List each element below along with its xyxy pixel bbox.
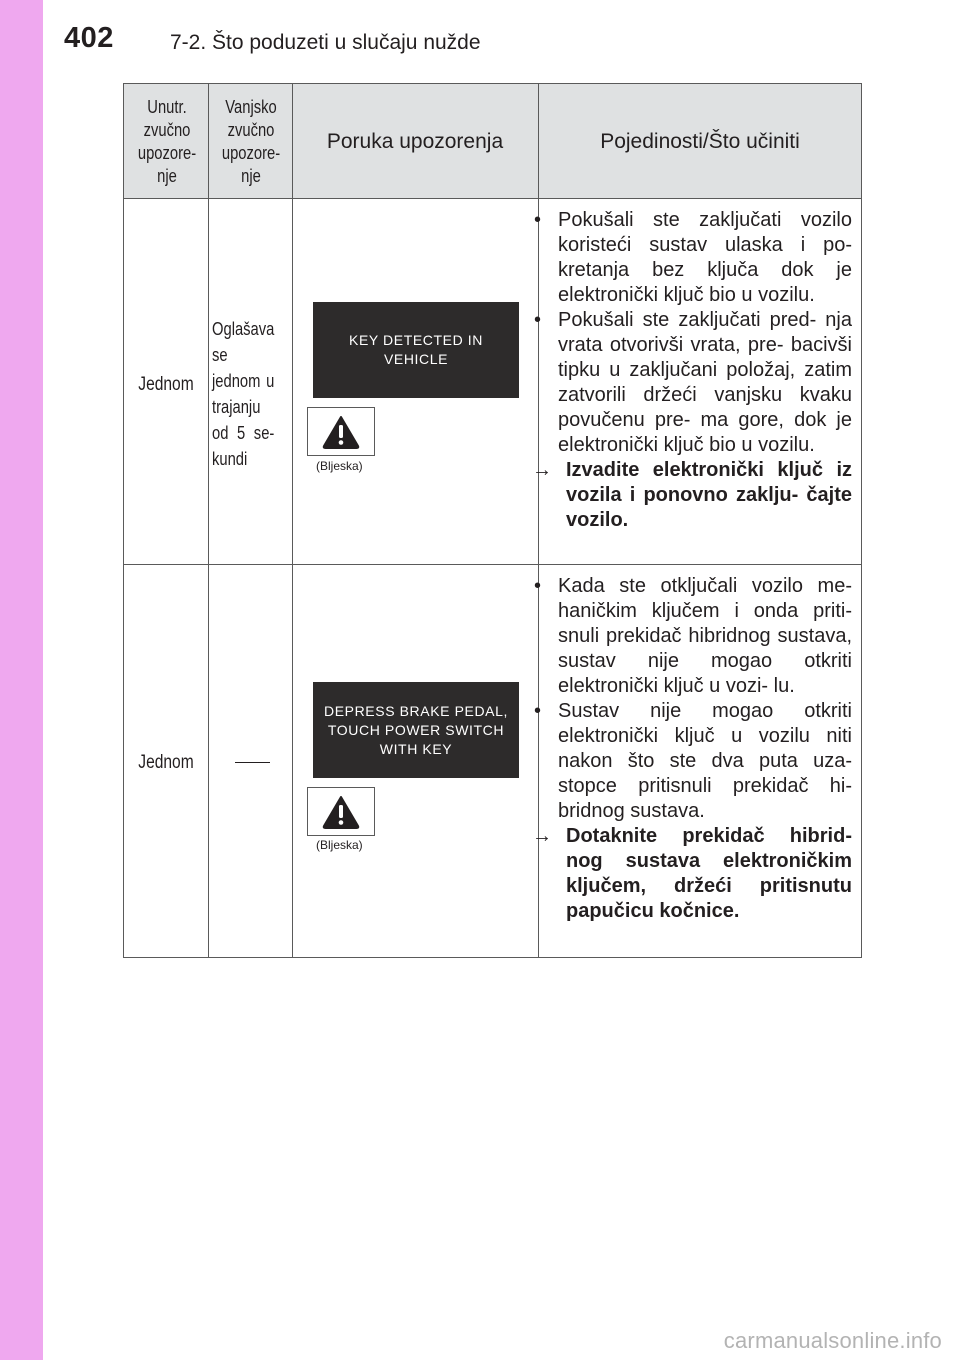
row1-warning-indicator [307, 407, 375, 456]
row1-external-buzzer: Oglašava se jednom u trajanju od 5 se- kundi [212, 319, 275, 469]
page-number: 402 [64, 22, 114, 54]
bullet-mark: • [534, 700, 542, 722]
column-divider [292, 84, 293, 957]
bullet-text: Kada ste otključali vozilo me- haničkim ključem i onda priti- snuli prekidač hibridnog sustava, sustav nije mogao otkriti elektronički ključ u vozi- lu. [558, 575, 852, 697]
bullet-mark: • [534, 575, 542, 597]
row2-warning-display [313, 682, 519, 778]
arrow-icon: → [532, 459, 552, 481]
row1-bullet-1 [532, 208, 852, 308]
header-external-buzzer: Vanjsko zvučno upozore- nje [221, 96, 281, 186]
row1-display-line2: VEHICLE [383, 351, 449, 367]
row2-internal-buzzer: Jednom [138, 752, 194, 773]
row2-display-line1: DEPRESS BRAKE PEDAL, [324, 702, 508, 719]
row2-external-buzzer-none [235, 762, 270, 763]
row2-display-line2: TOUCH POWER SWITCH [327, 721, 505, 738]
column-divider [208, 84, 209, 957]
row1-action [532, 458, 852, 533]
bullet-text: Pokušali ste zaključati vozilo koristeći sustav ulaska i po- kretanja bez ključa dok je elektronički ključ bio u vozilu. [558, 209, 852, 306]
row2-warning-indicator [307, 787, 375, 836]
header-details: Pojedinosti/Što učiniti [600, 129, 800, 153]
section-side-tab [0, 0, 43, 1360]
bullet-text: Pokušali ste zaključati pred- nja vrata otvorivši vrata, pre- bacivši tipku u zaključani položaj, zatim zatvorili držeći vanjsku kvaku povučenu pre- ma gore, dok je elektronički ključ bio u vozilu. [558, 309, 852, 456]
action-text: Dotaknite prekidač hibrid- nog sustava elektroničkim ključem, držeći pritisnutu papučicu kočnice. [566, 825, 852, 922]
row1-display-line1: KEY DETECTED IN [349, 332, 483, 348]
header-internal-buzzer: Unutr. zvučno upozore- nje [137, 96, 197, 186]
bullet-text: Sustav nije mogao otkriti elektronički ključ u vozilu niti nakon što ste dva puta uza- stopce pritisnuli prekidač hi- bridnog sustava. [558, 700, 852, 822]
row-divider [124, 564, 861, 565]
row2-flash-caption: (Bljeska) [316, 838, 363, 852]
row2-bullet-1 [532, 574, 852, 699]
arrow-icon: → [532, 825, 552, 847]
warning-triangle-icon [322, 415, 360, 449]
row1-internal-buzzer: Jednom [138, 374, 194, 395]
table-header [124, 84, 861, 199]
row2-display-line3: WITH KEY [379, 740, 453, 757]
row2-action [532, 824, 852, 924]
chapter-title: 7-2. Što poduzeti u slučaju nužde [170, 31, 481, 54]
row1-flash-caption: (Bljeska) [316, 459, 363, 473]
watermark[interactable]: carmanualsonline.info [723, 1328, 942, 1353]
row2-bullet-2 [532, 699, 852, 824]
bullet-mark: • [534, 209, 542, 231]
bullet-mark: • [534, 309, 542, 331]
action-text: Izvadite elektronički ključ iz vozila i ponovno zaklju- čajte vozilo. [566, 459, 852, 531]
row2-details [532, 574, 852, 924]
header-warning-message: Poruka upozorenja [326, 129, 504, 153]
row1-details [532, 208, 852, 533]
warning-table [123, 83, 862, 958]
row1-warning-display [313, 302, 519, 398]
row1-bullet-2 [532, 308, 852, 458]
warning-triangle-icon [322, 795, 360, 829]
